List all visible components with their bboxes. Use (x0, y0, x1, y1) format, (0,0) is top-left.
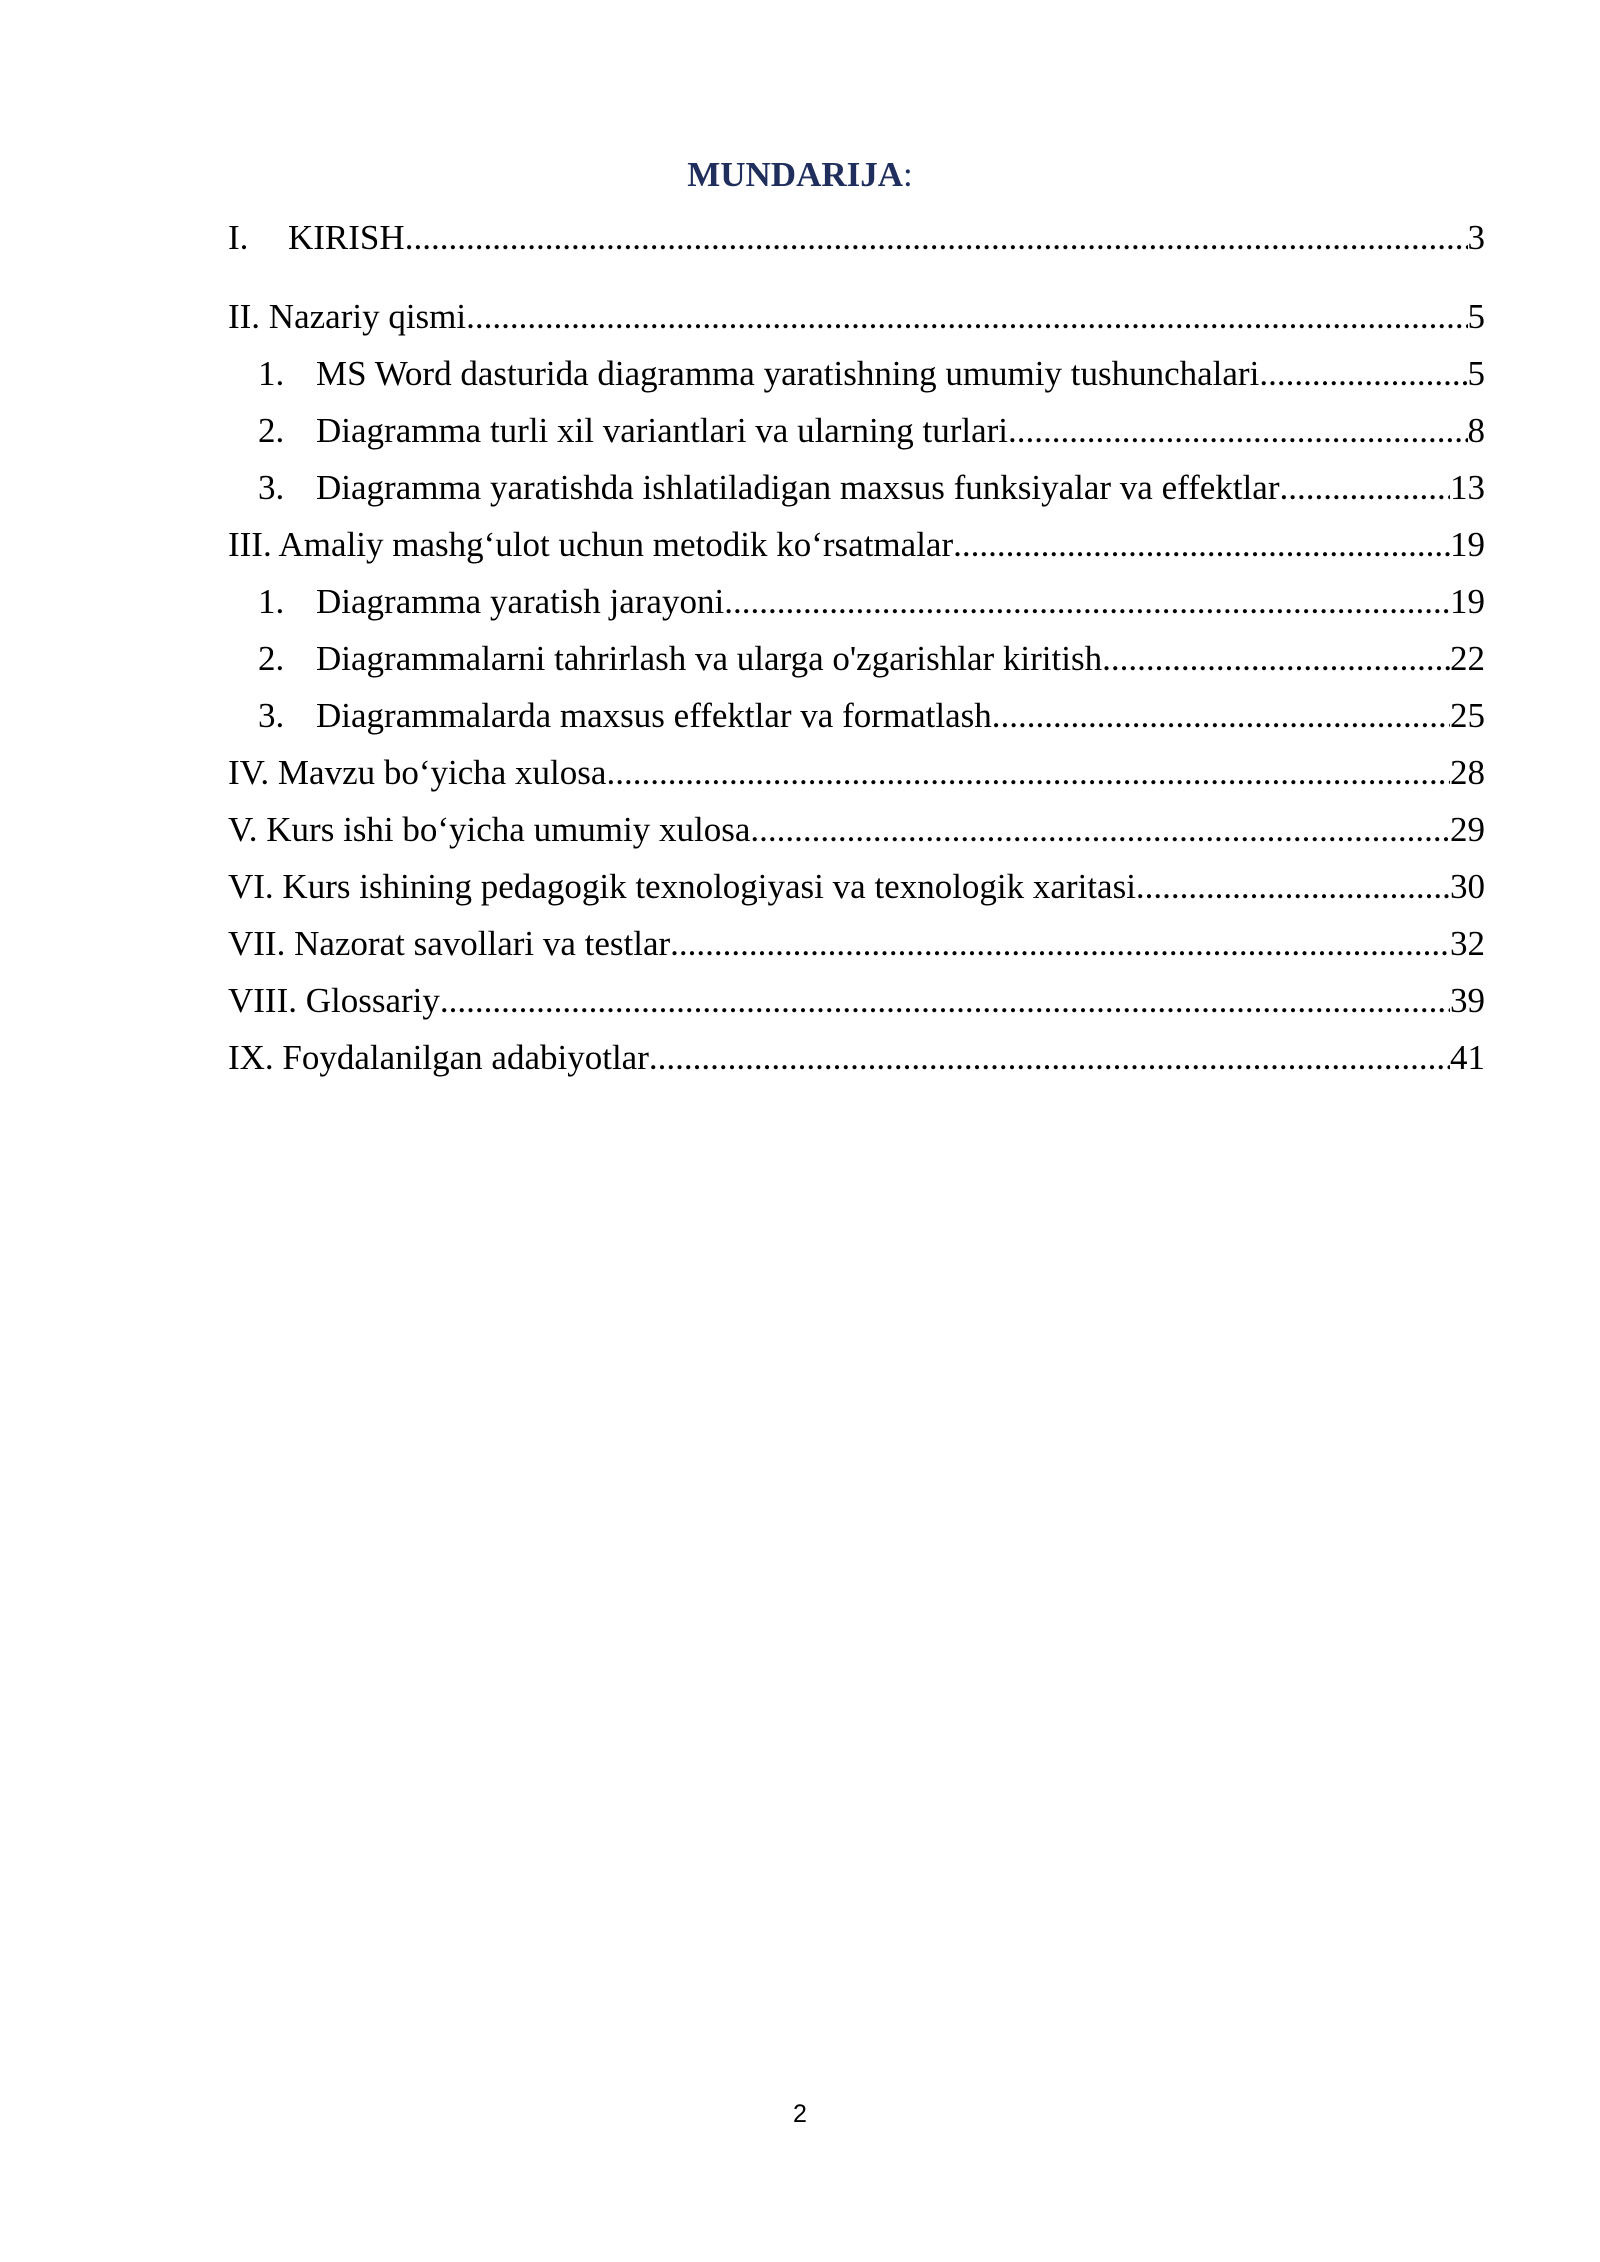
toc-entry-label: VII. Nazorat savollari va testlar (228, 924, 671, 963)
toc-leader-dots (1102, 634, 1450, 684)
toc-entry-number: 2. (258, 411, 285, 450)
toc-entry-label: KIRISH (288, 218, 405, 257)
toc-leader-dots (724, 577, 1450, 627)
page-title-text: MUNDARIJA (687, 155, 904, 194)
page-title (0, 150, 1600, 200)
toc-entry-nazorat-savollari[interactable] (228, 919, 1485, 969)
toc-entry-page: 25 (1450, 696, 1485, 735)
toc-entry-page: 39 (1450, 981, 1485, 1020)
toc-entry-page: 19 (1450, 582, 1485, 621)
toc-leader-dots (649, 1033, 1450, 1083)
toc-leader-dots (466, 292, 1467, 342)
toc-entry-page: 8 (1467, 411, 1485, 450)
toc-entry-page: 13 (1450, 468, 1485, 507)
toc-subentry-maxsus-funksiyalar[interactable] (258, 463, 1485, 513)
toc-entry-label: Diagramma turli xil variantlari va ularning turlari (316, 411, 1008, 450)
toc-entry-kirish[interactable] (228, 213, 1485, 263)
toc-subentry-effektlar-formatlash[interactable] (258, 691, 1485, 741)
toc-entry-nazariy-qismi[interactable] (228, 292, 1485, 342)
toc-entry-label: VI. Kurs ishining pedagogik texnologiyasi va texnologik xaritasi (228, 867, 1136, 906)
toc-entry-number: I. (228, 218, 249, 257)
toc-entry-number: 3. (258, 696, 285, 735)
toc-entry-number: 3. (258, 468, 285, 507)
toc-entry-page: 28 (1450, 753, 1485, 792)
toc-entry-number: 2. (258, 639, 285, 678)
toc-leader-dots (405, 213, 1468, 263)
toc-entry-label: Diagrammalarni tahrirlash va ularga o'zgarishlar kiritish (316, 639, 1103, 678)
toc-entry-mavzu-xulosa[interactable] (228, 748, 1485, 798)
toc-entry-number: 1. (258, 582, 285, 621)
toc-leader-dots (670, 919, 1450, 969)
toc-entry-page: 19 (1450, 525, 1485, 564)
toc-entry-label: IV. Mavzu bo‘yicha xulosa (228, 753, 607, 792)
toc-entry-amaliy-mashgulot[interactable] (228, 520, 1485, 570)
toc-entry-adabiyotlar[interactable] (228, 1033, 1485, 1083)
toc-entry-page: 5 (1467, 354, 1485, 393)
toc-leader-dots (1259, 349, 1467, 399)
toc-subentry-tahrirlash[interactable] (258, 634, 1485, 684)
toc-entry-page: 41 (1450, 1038, 1485, 1077)
toc-entry-label: Diagrammalarda maxsus effektlar va formatlash (316, 696, 992, 735)
toc-entry-label: IX. Foydalanilgan adabiyotlar (228, 1038, 649, 1077)
toc-entry-number: 1. (258, 354, 285, 393)
toc-subentry-diagramma-variantlari[interactable] (258, 406, 1485, 456)
toc-entry-page: 5 (1467, 297, 1485, 336)
toc-subentry-ms-word[interactable] (258, 349, 1485, 399)
toc-entry-label: Diagramma yaratish jarayoni (316, 582, 725, 621)
toc-leader-dots (1008, 406, 1468, 456)
toc-entry-page: 30 (1450, 867, 1485, 906)
toc-leader-dots (953, 520, 1450, 570)
toc-entry-label: V. Kurs ishi bo‘yicha umumiy xulosa (228, 810, 751, 849)
toc-entry-umumiy-xulosa[interactable] (228, 805, 1485, 855)
footer-page-number: 2 (793, 2100, 807, 2128)
toc-leader-dots (1136, 862, 1450, 912)
toc-entry-label: II. Nazariy qismi (228, 297, 467, 336)
toc-leader-dots (992, 691, 1450, 741)
toc-entry-pedagogik-texnologiya[interactable] (228, 862, 1485, 912)
toc-entry-page: 3 (1467, 218, 1485, 257)
toc-leader-dots (606, 748, 1450, 798)
toc-leader-dots (1279, 463, 1450, 513)
toc-leader-dots (440, 976, 1450, 1026)
toc-subentry-diagramma-yaratish[interactable] (258, 577, 1485, 627)
toc-entry-label: MS Word dasturida diagramma yaratishning umumiy tushunchalari (316, 354, 1260, 393)
toc-entry-page: 22 (1450, 639, 1485, 678)
toc-entry-glossariy[interactable] (228, 976, 1485, 1026)
toc-entry-label: III. Amaliy mashg‘ulot uchun metodik ko‘rsatmalar (228, 525, 954, 564)
toc-entry-label: VIII. Glossariy (228, 981, 440, 1020)
toc-entry-label: Diagramma yaratishda ishlatiladigan maxsus funksiyalar va effektlar (316, 468, 1280, 507)
toc-entry-page: 29 (1450, 810, 1485, 849)
toc-leader-dots (750, 805, 1450, 855)
toc-entry-page: 32 (1450, 924, 1485, 963)
page-title-colon: : (903, 155, 913, 194)
